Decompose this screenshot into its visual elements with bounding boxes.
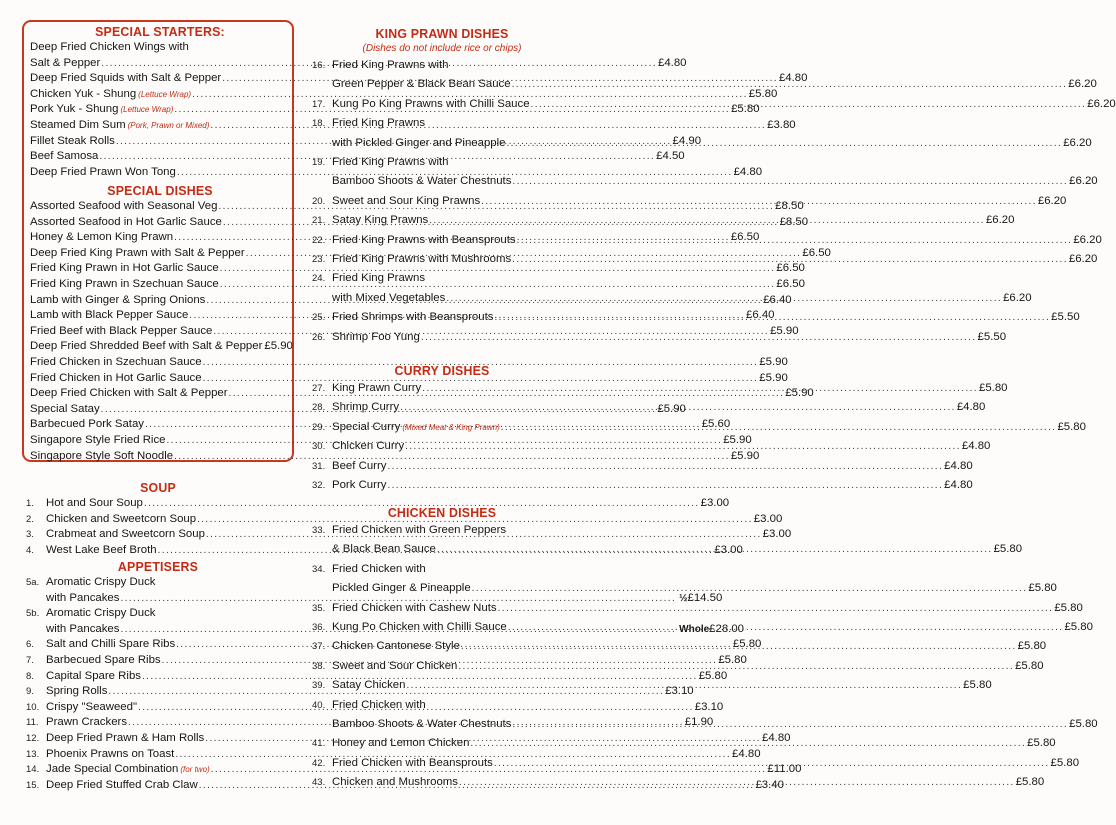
item-price: £4.80: [778, 72, 808, 85]
menu-item: [312, 476, 973, 495]
menu-item: [312, 153, 572, 172]
item-name: Barbecued Spare Ribs: [46, 653, 161, 666]
menu-item: [30, 165, 763, 181]
item-number: 12.: [26, 732, 40, 744]
item-price: £3.00: [714, 543, 743, 556]
item-name: Assorted Seafood with Seasonal Veg: [30, 200, 218, 212]
dot-leader: [421, 328, 977, 347]
dot-leader: [481, 192, 1037, 211]
dot-leader: [507, 134, 1063, 153]
item-note: (Lettuce Wrap): [138, 89, 192, 99]
item-price: £5.80: [1057, 420, 1086, 433]
menu-item: [30, 87, 778, 103]
portion-size: ½: [679, 592, 688, 604]
item-name: Phoenix Prawns on Toast: [46, 747, 175, 760]
item-name: Fried King Prawns with: [332, 156, 449, 169]
menu-item: [30, 371, 788, 387]
item-name: Aromatic Crispy Duck: [46, 607, 156, 620]
item-name: Singapore Style Soft Noodle: [30, 449, 174, 462]
item-name: Fried Chicken with Beansprouts: [332, 756, 493, 769]
item-price: £1.90: [684, 716, 714, 729]
dot-leader: [494, 754, 1050, 773]
item-name: Honey and Lemon Chicken: [332, 737, 470, 750]
item-price: £5.80: [1015, 659, 1044, 672]
section-heading: SOUP: [140, 480, 176, 495]
item-name: Deep Fried Prawn & Ham Rolls: [46, 731, 205, 744]
item-price: £11.00: [767, 763, 802, 776]
item-number: 17.: [312, 98, 326, 110]
dot-leader: [461, 637, 1017, 656]
item-name: Lamb with Ginger & Spring Onions: [30, 293, 206, 306]
dot-leader: [494, 308, 1050, 327]
item-price: £6.20: [1063, 136, 1092, 149]
item-number: 9.: [26, 686, 34, 698]
item-price: £6.40: [746, 309, 775, 322]
item-price: £5.80: [1017, 640, 1047, 653]
item-number: 13.: [26, 748, 40, 760]
item-price: £5.80: [1054, 601, 1083, 614]
item-name: Chicken and Sweetcorn Soup: [46, 512, 197, 525]
item-number: 35.: [312, 602, 326, 614]
item-name: Shrimp Foo Yung: [332, 330, 420, 343]
item-name: Sweet and Sour Chicken: [332, 659, 458, 672]
item-number: 5a.: [26, 577, 40, 588]
item-price: £6.20: [985, 214, 1015, 227]
item-name: Special Curry: [332, 420, 401, 433]
item-name: Barbecued Pork Satay: [30, 418, 144, 431]
item-name: with Pickled Ginger and Pineapple: [332, 136, 506, 149]
item-name: Kung Po King Prawns with Chilli Sauce: [332, 97, 530, 110]
item-name: Deep Fried Shredded Beef with Salt & Pepper: [30, 340, 263, 353]
dot-leader: [512, 172, 1068, 191]
dot-leader: [400, 398, 956, 417]
item-name: Fried Shrimps with Beansprouts: [332, 311, 494, 324]
item-name: Sweet and Sour King Prawns: [332, 194, 481, 207]
section-heading: APPETISERS: [117, 559, 199, 574]
menu-item: [312, 599, 1083, 618]
item-name: Capital Spare Ribs: [46, 669, 141, 682]
item-price: £6.20: [1068, 78, 1097, 91]
menu-item: [30, 261, 805, 277]
item-name: Deep Fried Chicken Wings with: [30, 41, 189, 53]
item-name: with Mixed Vegetables: [332, 291, 446, 304]
dot-leader: [517, 231, 1073, 250]
item-number: 32.: [312, 480, 326, 492]
section-heading: CURRY DISHES: [394, 363, 490, 378]
item-price: £6.20: [1073, 233, 1102, 246]
item-name: Pickled Ginger & Pineapple: [332, 582, 471, 595]
item-name: Steamed Dim Sum: [30, 118, 126, 131]
dot-leader: [437, 540, 993, 559]
menu-item: [26, 575, 290, 591]
item-price: £4.80: [944, 459, 973, 472]
item-name: Assorted Seafood in Hot Garlic Sauce: [30, 215, 222, 228]
item-number: 6.: [26, 639, 34, 651]
item-name: & Black Bean Sauce: [332, 543, 436, 556]
item-number: 16.: [312, 60, 326, 71]
item-number: 14.: [26, 764, 40, 776]
item-name: Special Satay: [30, 402, 100, 415]
item-name: Green Pepper & Black Bean Sauce: [332, 78, 511, 91]
item-name: Jade Special Combination: [46, 763, 179, 776]
item-price: £5.90: [770, 324, 799, 337]
item-price: £5.80: [732, 638, 762, 651]
item-number: 19.: [312, 157, 326, 169]
portion-size: Whole: [679, 623, 710, 635]
item-name: Satay Chicken: [332, 679, 406, 692]
item-name: Deep Fried Stuffed Crab Claw: [46, 778, 198, 791]
item-price: £5.80: [1028, 582, 1057, 595]
item-price: £6.20: [1069, 175, 1098, 188]
item-number: 10.: [26, 701, 40, 713]
item-name: Fried King Prawns with Beansprouts: [332, 233, 516, 246]
item-name: Bamboo Shoots & Water Chestnuts: [332, 175, 512, 188]
menu-item: [30, 40, 290, 56]
dot-leader: [501, 418, 1057, 437]
item-number: 30.: [312, 441, 326, 453]
item-price: £4.80: [658, 56, 687, 69]
item-number: 2.: [26, 513, 34, 525]
item-price: £6.20: [1087, 97, 1116, 110]
item-price: £4.50: [656, 150, 685, 163]
item-number: 3.: [26, 529, 34, 541]
item-price: £4.80: [733, 165, 763, 178]
item-note: (for two): [180, 765, 210, 775]
item-name: Pork Curry: [332, 479, 387, 492]
item-number: 26.: [312, 331, 326, 343]
dot-leader: [498, 599, 1054, 618]
item-name: Chicken Cantonese Style: [332, 640, 460, 653]
item-name: Deep Fried Chicken with Salt & Pepper: [30, 387, 228, 400]
item-price: £4.80: [761, 731, 791, 744]
item-number: 21.: [312, 215, 326, 227]
item-number: 27.: [312, 383, 326, 394]
item-name: Honey & Lemon King Prawn: [30, 231, 174, 244]
item-name: Pork Yuk - Shung: [30, 103, 119, 116]
item-number: 1.: [26, 498, 34, 509]
item-price: £5.80: [1050, 756, 1080, 769]
item-name: Hot and Sour Soup: [46, 497, 143, 509]
item-note: (Mixed Meat & King Prawn): [402, 422, 500, 432]
item-name: Fried King Prawn in Hot Garlic Sauce: [30, 262, 219, 275]
item-price: £5.80: [698, 669, 728, 682]
item-name: Singapore Style Fried Rice: [30, 433, 166, 446]
item-name: Fried King Prawns: [332, 272, 426, 285]
dot-leader: [429, 211, 985, 230]
item-name: with Pancakes: [46, 591, 120, 604]
dot-leader: [406, 676, 962, 695]
menu-item: [312, 56, 572, 75]
item-number: 25.: [312, 312, 326, 324]
item-price: £4.80: [961, 440, 991, 453]
item-name: Prawn Crackers: [46, 716, 128, 729]
menu-item: [312, 637, 1047, 656]
item-number: 11.: [26, 717, 39, 729]
menu-item: [26, 591, 723, 607]
dot-leader: [472, 579, 1028, 598]
item-name: Fried Chicken with: [332, 698, 426, 711]
dot-leader: [446, 289, 1002, 308]
menu-item: [312, 269, 572, 288]
item-number: 42.: [312, 757, 326, 769]
item-name: Fried Chicken with Green Peppers: [332, 524, 507, 536]
item-name: Spring Rolls: [46, 685, 108, 698]
item-number: 20.: [312, 195, 326, 207]
item-price: £5.80: [1069, 718, 1098, 731]
menu-item: [312, 521, 572, 540]
item-price: £6.20: [1003, 291, 1032, 304]
item-price: £5.80: [718, 653, 747, 666]
item-name: Fried King Prawns: [332, 117, 426, 130]
dot-leader: [459, 773, 1015, 792]
menu-item: [26, 669, 728, 685]
item-name: Fried Chicken with Cashew Nuts: [332, 601, 497, 614]
menu-item: [312, 696, 572, 715]
section-heading: SPECIAL DISHES: [107, 183, 213, 198]
item-price: £6.20: [1037, 194, 1067, 207]
item-price: £6.50: [802, 246, 831, 259]
item-name: Fried King Prawn in Szechuan Sauce: [30, 277, 219, 290]
item-name: Crabmeat and Sweetcorn Soup: [46, 528, 205, 541]
item-name: Deep Fried Squids with Salt & Pepper: [30, 72, 222, 85]
item-number: 7.: [26, 654, 34, 666]
item-price: £3.00: [762, 528, 792, 541]
item-name: Chicken Curry: [332, 440, 405, 453]
dot-leader: [531, 95, 1087, 114]
item-price: £28.00: [709, 622, 745, 635]
section-note: (Dishes do not include rice or chips): [362, 43, 522, 54]
item-name: Lamb with Black Pepper Sauce: [30, 309, 189, 322]
item-name: Salt & Pepper: [30, 56, 101, 69]
section-heading: CHICKEN DISHES: [387, 505, 497, 520]
item-price: £5.90: [657, 402, 686, 415]
item-price: £5.80: [1015, 776, 1045, 789]
item-number: 4.: [26, 544, 34, 556]
item-number: 5b.: [26, 608, 40, 620]
dot-leader: [387, 457, 943, 476]
menu-item: [312, 172, 1098, 191]
item-number: 40.: [312, 699, 326, 711]
dot-leader: [508, 618, 1064, 637]
item-name: Chicken and Mushrooms: [332, 776, 458, 789]
item-price: £5.80: [731, 103, 760, 116]
item-name: Fried Beef with Black Pepper Sauce: [30, 324, 213, 337]
dot-leader: [512, 75, 1068, 94]
item-name: Beef Samosa: [30, 150, 99, 163]
item-price: £4.90: [672, 134, 702, 147]
item-name: Fried Chicken in Szechuan Sauce: [30, 355, 202, 368]
item-name: Fried Chicken in Hot Garlic Sauce: [30, 371, 202, 384]
item-name: Shrimp Curry: [332, 401, 400, 414]
item-number: 29.: [312, 421, 326, 433]
menu-item: [312, 657, 1044, 676]
item-name: Fillet Steak Rolls: [30, 134, 115, 147]
item-name: King Prawn Curry: [332, 382, 422, 394]
item-price: £6.50: [776, 262, 805, 275]
item-name: Chicken Yuk - Shung: [30, 87, 137, 100]
section-heading: SPECIAL STARTERS:: [95, 24, 225, 39]
item-price: £5.80: [1027, 737, 1056, 750]
item-number: 39.: [312, 680, 326, 692]
menu-item: [26, 606, 290, 622]
dot-leader: [405, 437, 961, 456]
item-number: 28.: [312, 402, 326, 414]
item-number: 18.: [312, 118, 326, 130]
item-price: £8.50: [779, 215, 809, 228]
item-price: £5.50: [1051, 311, 1080, 324]
item-price: £6.50: [730, 231, 760, 244]
item-price: £5.80: [1064, 621, 1093, 634]
item-price: £5.90: [785, 387, 814, 400]
item-number: 41.: [312, 738, 326, 750]
dot-leader: [470, 734, 1026, 753]
item-name: Bamboo Shoots & Water Chestnuts: [332, 718, 512, 731]
item-price: £5.90: [264, 340, 293, 353]
section-heading: KING PRAWN DISHES: [375, 26, 509, 41]
item-number: 31.: [312, 460, 326, 472]
item-name: Fried Chicken with: [332, 562, 426, 575]
item-name: Fried King Prawns with: [332, 59, 449, 71]
item-price: £5.90: [759, 355, 788, 368]
item-name: Beef Curry: [332, 459, 387, 472]
item-price: £3.00: [753, 512, 783, 525]
item-price: £5.80: [993, 543, 1023, 556]
item-number: 43.: [312, 777, 326, 789]
item-name: Deep Fried Prawn Won Tong: [30, 165, 176, 178]
item-number: 34.: [312, 563, 326, 575]
item-price: £6.50: [776, 277, 805, 290]
item-number: 36.: [312, 622, 326, 634]
dot-leader: [422, 379, 978, 398]
item-price: £3.10: [665, 685, 694, 698]
item-number: 23.: [312, 254, 326, 266]
item-price: £5.90: [730, 449, 760, 462]
menu-item: [26, 496, 730, 512]
menu-item: [30, 339, 293, 355]
item-name: Crispy "Seaweed": [46, 700, 138, 713]
item-name: Fried King Prawns with Mushrooms: [332, 253, 512, 266]
menu-item: [312, 560, 572, 579]
item-number: 37.: [312, 641, 326, 653]
item-name: Deep Fried King Prawn with Salt & Pepper: [30, 246, 245, 259]
item-price: £5.80: [748, 87, 778, 100]
item-price: £4.80: [956, 401, 986, 414]
item-price: £8.50: [775, 200, 804, 212]
item-price: £3.00: [700, 497, 730, 509]
item-price: £4.80: [732, 747, 761, 760]
item-price: £5.80: [963, 679, 992, 692]
item-price: £5.50: [977, 330, 1007, 343]
item-price: £3.40: [755, 778, 784, 791]
item-number: 38.: [312, 660, 326, 672]
item-number: 33.: [312, 525, 326, 536]
dot-leader: [512, 715, 1068, 734]
item-name: with Pancakes: [46, 622, 120, 635]
item-price: £6.40: [763, 293, 792, 306]
dot-leader: [512, 250, 1068, 269]
item-price: £14.50: [687, 591, 723, 604]
item-price: £5.60: [701, 418, 731, 431]
menu-item: [312, 114, 572, 133]
item-name: Salt and Chilli Spare Ribs: [46, 638, 176, 651]
item-name: Kung Po Chicken with Chilli Sauce: [332, 621, 507, 634]
item-name: Satay King Prawns: [332, 214, 429, 227]
item-number: 22.: [312, 234, 326, 246]
item-price: £5.80: [978, 382, 1008, 394]
item-number: 8.: [26, 670, 34, 682]
item-name: Aromatic Crispy Duck: [46, 576, 156, 588]
item-price: £6.20: [1068, 253, 1098, 266]
item-number: 15.: [26, 779, 40, 791]
item-price: £3.10: [694, 700, 724, 713]
item-price: £3.80: [767, 118, 796, 131]
item-number: 24.: [312, 273, 326, 285]
item-price: £4.80: [944, 479, 973, 492]
dot-leader: [387, 476, 943, 495]
item-price: £5.90: [723, 433, 752, 446]
item-note: (Pork, Prawn or Mixed): [127, 120, 210, 130]
dot-leader: [458, 657, 1014, 676]
menu-item: [30, 449, 760, 465]
menu-item: [312, 457, 973, 476]
item-note: (Lettuce Wrap): [120, 105, 174, 115]
item-name: West Lake Beef Broth: [46, 543, 157, 556]
item-price: £5.90: [759, 371, 788, 384]
